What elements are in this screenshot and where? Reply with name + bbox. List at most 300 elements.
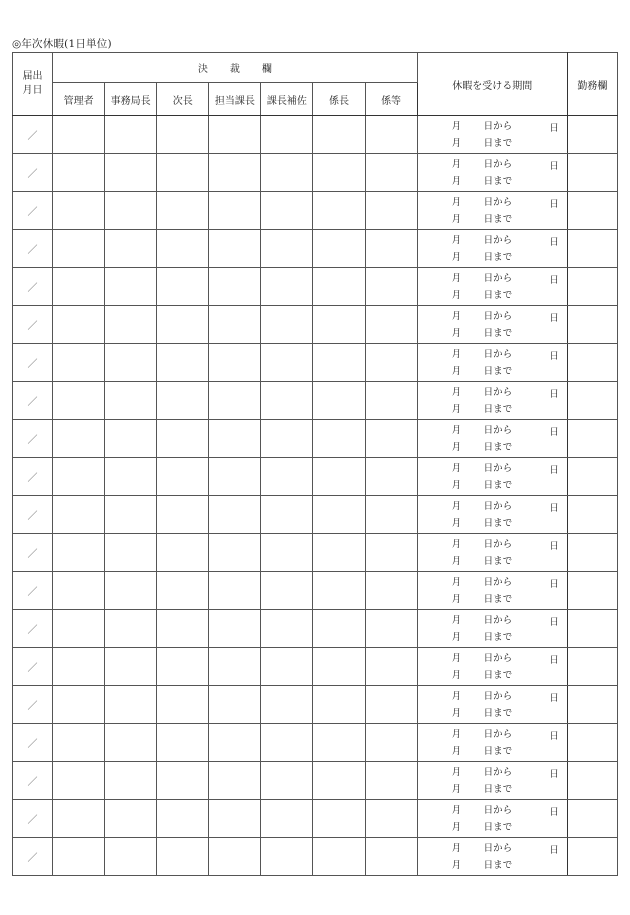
approval-stamp-cell[interactable]: [157, 800, 209, 838]
approval-stamp-cell[interactable]: [53, 230, 105, 268]
approval-stamp-cell[interactable]: [53, 762, 105, 800]
approval-stamp-cell[interactable]: [53, 534, 105, 572]
leave-period-cell[interactable]: [417, 192, 528, 230]
approval-stamp-cell[interactable]: [53, 800, 105, 838]
approval-stamp-cell[interactable]: [209, 116, 261, 154]
leave-days-cell[interactable]: [528, 230, 567, 268]
approval-stamp-cell[interactable]: [313, 800, 365, 838]
month-label: 月: [451, 614, 462, 626]
month-label: 月: [451, 441, 462, 453]
approval-stamp-cell[interactable]: [157, 420, 209, 458]
approval-stamp-cell[interactable]: [105, 648, 157, 686]
leave-days-cell[interactable]: [528, 610, 567, 648]
approval-stamp-cell[interactable]: [157, 648, 209, 686]
month-label: 月: [451, 631, 462, 643]
approval-stamp-cell[interactable]: [313, 154, 365, 192]
attendance-cell[interactable]: [567, 458, 617, 496]
notification-date-cell[interactable]: [13, 838, 53, 876]
leave-period-cell[interactable]: [417, 610, 528, 648]
approval-stamp-cell[interactable]: [53, 116, 105, 154]
approval-stamp-cell[interactable]: [261, 762, 313, 800]
approval-stamp-cell[interactable]: [209, 572, 261, 610]
approval-stamp-cell[interactable]: [261, 458, 313, 496]
approval-stamp-cell[interactable]: [313, 230, 365, 268]
notification-date-cell[interactable]: [13, 648, 53, 686]
approval-stamp-cell[interactable]: [157, 382, 209, 420]
month-label: 月: [451, 690, 462, 702]
attendance-cell[interactable]: [567, 648, 617, 686]
approval-stamp-cell[interactable]: [53, 572, 105, 610]
attendance-cell[interactable]: [567, 230, 617, 268]
leave-period-cell[interactable]: [417, 306, 528, 344]
leave-period-cell[interactable]: [417, 496, 528, 534]
date-separator: ／: [27, 511, 38, 522]
approval-stamp-cell[interactable]: [53, 610, 105, 648]
approval-stamp-cell[interactable]: [105, 382, 157, 420]
attendance-cell[interactable]: [567, 344, 617, 382]
leave-period-cell[interactable]: [417, 230, 528, 268]
notification-date-cell[interactable]: [13, 572, 53, 610]
approval-stamp-cell[interactable]: [209, 154, 261, 192]
leave-days-cell[interactable]: [528, 382, 567, 420]
approval-stamp-cell[interactable]: [53, 420, 105, 458]
approval-stamp-cell[interactable]: [365, 724, 417, 762]
approval-stamp-cell[interactable]: [53, 382, 105, 420]
leave-days-cell[interactable]: [528, 838, 567, 876]
leave-period-cell[interactable]: [417, 268, 528, 306]
approval-stamp-cell[interactable]: [209, 686, 261, 724]
table-row: [13, 496, 618, 534]
month-label: 月: [451, 310, 462, 322]
approval-stamp-cell[interactable]: [105, 116, 157, 154]
approval-stamp-cell[interactable]: [157, 496, 209, 534]
notification-date-cell[interactable]: [13, 762, 53, 800]
notification-date-cell[interactable]: [13, 458, 53, 496]
leave-period-cell[interactable]: [417, 724, 528, 762]
leave-period-cell[interactable]: [417, 838, 528, 876]
approval-stamp-cell[interactable]: [261, 154, 313, 192]
leave-days-cell[interactable]: [528, 496, 567, 534]
approval-stamp-cell[interactable]: [313, 420, 365, 458]
attendance-cell[interactable]: [567, 192, 617, 230]
leave-days-cell[interactable]: [528, 686, 567, 724]
approval-stamp-cell[interactable]: [209, 230, 261, 268]
leave-period-cell[interactable]: [417, 800, 528, 838]
approval-stamp-cell[interactable]: [209, 306, 261, 344]
leave-days-cell[interactable]: [528, 762, 567, 800]
date-separator: ／: [27, 359, 38, 370]
attendance-cell[interactable]: [567, 382, 617, 420]
approval-stamp-cell[interactable]: [105, 838, 157, 876]
approval-stamp-cell[interactable]: [365, 192, 417, 230]
from-day-label: 日から: [483, 234, 513, 246]
leave-days-cell[interactable]: [528, 458, 567, 496]
days-label: 日: [549, 465, 559, 476]
until-day-label: 日まで: [483, 441, 513, 453]
attendance-cell[interactable]: [567, 724, 617, 762]
days-label: 日: [549, 389, 559, 400]
approval-stamp-cell[interactable]: [365, 648, 417, 686]
approval-stamp-cell[interactable]: [313, 268, 365, 306]
approval-stamp-cell[interactable]: [53, 306, 105, 344]
approval-stamp-cell[interactable]: [313, 192, 365, 230]
approver-header-manager: 管理者: [53, 83, 105, 116]
period-until-line: [418, 249, 529, 266]
approval-stamp-cell[interactable]: [53, 344, 105, 382]
until-day-label: 日まで: [483, 137, 513, 149]
approval-stamp-cell[interactable]: [105, 230, 157, 268]
attendance-cell[interactable]: [567, 420, 617, 458]
approval-stamp-cell[interactable]: [53, 154, 105, 192]
approval-stamp-cell[interactable]: [209, 382, 261, 420]
month-label: 月: [451, 745, 462, 757]
approval-stamp-cell[interactable]: [365, 116, 417, 154]
approval-stamp-cell[interactable]: [53, 724, 105, 762]
attendance-cell[interactable]: [567, 838, 617, 876]
approval-stamp-cell[interactable]: [105, 306, 157, 344]
notification-date-cell[interactable]: [13, 382, 53, 420]
approval-stamp-cell[interactable]: [313, 344, 365, 382]
period-from-line: [418, 422, 529, 439]
until-day-label: 日まで: [483, 517, 513, 529]
table-row: [13, 610, 618, 648]
approval-stamp-cell[interactable]: [313, 648, 365, 686]
approval-stamp-cell[interactable]: [365, 800, 417, 838]
notification-date-cell[interactable]: [13, 724, 53, 762]
approval-stamp-cell[interactable]: [261, 496, 313, 534]
leave-period-cell[interactable]: [417, 344, 528, 382]
notification-date-cell[interactable]: [13, 268, 53, 306]
approval-stamp-cell[interactable]: [365, 458, 417, 496]
leave-days-cell[interactable]: [528, 724, 567, 762]
approval-stamp-cell[interactable]: [261, 382, 313, 420]
month-label: 月: [451, 158, 462, 170]
notification-date-cell[interactable]: [13, 116, 53, 154]
approval-stamp-cell[interactable]: [313, 534, 365, 572]
notification-date-cell[interactable]: [13, 420, 53, 458]
approval-stamp-cell[interactable]: [105, 420, 157, 458]
approval-stamp-cell[interactable]: [209, 534, 261, 572]
approval-stamp-cell[interactable]: [157, 192, 209, 230]
approval-stamp-cell[interactable]: [261, 420, 313, 458]
notification-date-cell[interactable]: [13, 686, 53, 724]
period-from-line: [418, 536, 529, 553]
approval-stamp-cell[interactable]: [105, 154, 157, 192]
table-row: [13, 534, 618, 572]
approval-stamp-cell[interactable]: [365, 534, 417, 572]
approval-stamp-cell[interactable]: [157, 154, 209, 192]
approval-stamp-cell[interactable]: [105, 192, 157, 230]
approval-stamp-cell[interactable]: [261, 648, 313, 686]
approval-stamp-cell[interactable]: [365, 344, 417, 382]
month-label: 月: [451, 842, 462, 854]
attendance-cell[interactable]: [567, 306, 617, 344]
approval-stamp-cell[interactable]: [209, 762, 261, 800]
period-from-line: [418, 384, 529, 401]
leave-period-cell[interactable]: [417, 762, 528, 800]
approval-stamp-cell[interactable]: [157, 268, 209, 306]
leave-period-cell[interactable]: [417, 458, 528, 496]
table-row: [13, 648, 618, 686]
approval-stamp-cell[interactable]: [261, 230, 313, 268]
month-label: 月: [451, 804, 462, 816]
attendance-cell[interactable]: [567, 610, 617, 648]
period-from-line: [418, 346, 529, 363]
approval-stamp-cell[interactable]: [53, 648, 105, 686]
notification-date-cell[interactable]: [13, 306, 53, 344]
approval-stamp-cell[interactable]: [53, 458, 105, 496]
from-day-label: 日から: [483, 538, 513, 550]
approval-stamp-cell[interactable]: [209, 648, 261, 686]
period-until-line: [418, 363, 529, 380]
notification-date-cell[interactable]: [13, 610, 53, 648]
notification-date-cell[interactable]: [13, 192, 53, 230]
leave-days-cell[interactable]: [528, 192, 567, 230]
leave-days-cell[interactable]: [528, 420, 567, 458]
from-day-label: 日から: [483, 500, 513, 512]
approval-stamp-cell[interactable]: [313, 496, 365, 534]
approval-stamp-cell[interactable]: [105, 268, 157, 306]
approval-stamp-cell[interactable]: [105, 534, 157, 572]
leave-period-cell[interactable]: [417, 154, 528, 192]
attendance-cell[interactable]: [567, 686, 617, 724]
from-day-label: 日から: [483, 120, 513, 132]
approval-stamp-cell[interactable]: [365, 610, 417, 648]
approval-stamp-cell[interactable]: [365, 686, 417, 724]
notification-date-header-line2: 月日: [22, 85, 43, 96]
approval-stamp-cell[interactable]: [105, 686, 157, 724]
notification-date-cell[interactable]: [13, 154, 53, 192]
notification-date-cell[interactable]: [13, 534, 53, 572]
approval-stamp-cell[interactable]: [157, 458, 209, 496]
notification-date-cell[interactable]: [13, 496, 53, 534]
table-row: [13, 724, 618, 762]
approval-stamp-cell[interactable]: [157, 762, 209, 800]
until-day-label: 日まで: [483, 251, 513, 263]
days-label: 日: [549, 769, 559, 780]
from-day-label: 日から: [483, 614, 513, 626]
approval-stamp-cell[interactable]: [365, 838, 417, 876]
period-from-line: [418, 118, 529, 135]
approval-stamp-cell[interactable]: [53, 686, 105, 724]
attendance-cell[interactable]: [567, 534, 617, 572]
approval-stamp-cell[interactable]: [209, 724, 261, 762]
approval-stamp-cell[interactable]: [261, 572, 313, 610]
table-row: [13, 420, 618, 458]
approval-stamp-cell[interactable]: [365, 496, 417, 534]
approval-stamp-cell[interactable]: [157, 230, 209, 268]
notification-date-cell[interactable]: [13, 800, 53, 838]
approval-stamp-cell[interactable]: [313, 306, 365, 344]
table-row: [13, 762, 618, 800]
approval-stamp-cell[interactable]: [261, 724, 313, 762]
attendance-cell[interactable]: [567, 762, 617, 800]
date-separator: ／: [27, 169, 38, 180]
approval-stamp-cell[interactable]: [157, 116, 209, 154]
approval-stamp-cell[interactable]: [209, 458, 261, 496]
notification-date-cell[interactable]: [13, 344, 53, 382]
approval-stamp-cell[interactable]: [209, 610, 261, 648]
approval-stamp-cell[interactable]: [105, 610, 157, 648]
leave-days-cell[interactable]: [528, 306, 567, 344]
leave-period-cell[interactable]: [417, 572, 528, 610]
approval-stamp-cell[interactable]: [261, 838, 313, 876]
approval-stamp-cell[interactable]: [157, 610, 209, 648]
approval-stamp-cell[interactable]: [53, 838, 105, 876]
leave-period-cell[interactable]: [417, 382, 528, 420]
approval-stamp-cell[interactable]: [157, 572, 209, 610]
days-label: 日: [549, 617, 559, 628]
approval-stamp-cell[interactable]: [209, 344, 261, 382]
approval-stamp-cell[interactable]: [209, 192, 261, 230]
period-from-line: [418, 802, 529, 819]
approval-stamp-cell[interactable]: [105, 572, 157, 610]
until-day-label: 日まで: [483, 365, 513, 377]
approval-stamp-cell[interactable]: [365, 382, 417, 420]
leave-days-cell[interactable]: [528, 344, 567, 382]
period-from-line: [418, 612, 529, 629]
month-label: 月: [451, 766, 462, 778]
approval-stamp-cell[interactable]: [261, 686, 313, 724]
approval-stamp-cell[interactable]: [53, 192, 105, 230]
approval-stamp-cell[interactable]: [261, 268, 313, 306]
notification-date-cell[interactable]: [13, 230, 53, 268]
approval-stamp-cell[interactable]: [261, 800, 313, 838]
approval-stamp-cell[interactable]: [313, 458, 365, 496]
leave-days-cell[interactable]: [528, 572, 567, 610]
approval-stamp-cell[interactable]: [313, 116, 365, 154]
approval-stamp-cell[interactable]: [365, 230, 417, 268]
month-label: 月: [451, 783, 462, 795]
approval-stamp-cell[interactable]: [105, 762, 157, 800]
approval-stamp-cell[interactable]: [157, 686, 209, 724]
approval-stamp-cell[interactable]: [365, 268, 417, 306]
document-title: ◎年次休暇(1日単位): [12, 38, 112, 50]
approval-stamp-cell[interactable]: [105, 724, 157, 762]
leave-days-cell[interactable]: [528, 534, 567, 572]
approval-stamp-cell[interactable]: [209, 838, 261, 876]
approval-stamp-cell[interactable]: [313, 686, 365, 724]
approval-stamp-cell[interactable]: [157, 534, 209, 572]
approval-stamp-cell[interactable]: [313, 724, 365, 762]
leave-days-cell[interactable]: [528, 154, 567, 192]
table-row: [13, 154, 618, 192]
until-day-label: 日まで: [483, 593, 513, 605]
until-day-label: 日まで: [483, 745, 513, 757]
leave-days-cell[interactable]: [528, 116, 567, 154]
approval-stamp-cell[interactable]: [313, 382, 365, 420]
table-row: [13, 344, 618, 382]
until-day-label: 日まで: [483, 669, 513, 681]
leave-days-cell[interactable]: [528, 648, 567, 686]
approval-stamp-cell[interactable]: [157, 306, 209, 344]
attendance-cell[interactable]: [567, 154, 617, 192]
period-until-line: [418, 211, 529, 228]
table-row: [13, 572, 618, 610]
approval-stamp-cell[interactable]: [365, 154, 417, 192]
date-separator: ／: [27, 321, 38, 332]
period-until-line: [418, 743, 529, 760]
leave-days-cell[interactable]: [528, 268, 567, 306]
approval-stamp-cell[interactable]: [209, 800, 261, 838]
approval-stamp-cell[interactable]: [157, 838, 209, 876]
approval-stamp-cell[interactable]: [105, 800, 157, 838]
date-separator: ／: [27, 245, 38, 256]
approver-header-assistant-chief: 課長補佐: [261, 83, 313, 116]
approval-stamp-cell[interactable]: [313, 838, 365, 876]
approval-stamp-cell[interactable]: [53, 496, 105, 534]
approval-stamp-cell[interactable]: [53, 268, 105, 306]
approval-stamp-cell[interactable]: [261, 306, 313, 344]
days-label: 日: [549, 693, 559, 704]
leave-period-header: 休暇を受ける期間: [417, 53, 567, 116]
period-until-line: [418, 401, 529, 418]
approval-stamp-cell[interactable]: [157, 724, 209, 762]
date-separator: ／: [27, 625, 38, 636]
attendance-cell[interactable]: [567, 268, 617, 306]
period-from-line: [418, 764, 529, 781]
month-label: 月: [451, 213, 462, 225]
month-label: 月: [451, 175, 462, 187]
attendance-cell[interactable]: [567, 800, 617, 838]
approval-stamp-cell[interactable]: [313, 572, 365, 610]
days-label: 日: [549, 275, 559, 286]
leave-period-cell[interactable]: [417, 534, 528, 572]
approval-stamp-cell[interactable]: [261, 116, 313, 154]
approval-stamp-cell[interactable]: [261, 534, 313, 572]
period-from-line: [418, 688, 529, 705]
approval-stamp-cell[interactable]: [313, 610, 365, 648]
leave-period-cell[interactable]: [417, 686, 528, 724]
month-label: 月: [451, 821, 462, 833]
from-day-label: 日から: [483, 690, 513, 702]
approval-stamp-cell[interactable]: [209, 420, 261, 458]
approval-stamp-cell[interactable]: [261, 610, 313, 648]
approval-stamp-cell[interactable]: [365, 762, 417, 800]
leave-period-cell[interactable]: [417, 420, 528, 458]
leave-days-cell[interactable]: [528, 800, 567, 838]
approval-stamp-cell[interactable]: [365, 572, 417, 610]
from-day-label: 日から: [483, 766, 513, 778]
leave-period-cell[interactable]: [417, 648, 528, 686]
date-separator: ／: [27, 739, 38, 750]
until-day-label: 日まで: [483, 859, 513, 871]
approval-stamp-cell[interactable]: [313, 762, 365, 800]
approval-stamp-cell[interactable]: [261, 192, 313, 230]
approval-stamp-cell[interactable]: [105, 496, 157, 534]
approval-stamp-cell[interactable]: [105, 344, 157, 382]
attendance-cell[interactable]: [567, 572, 617, 610]
approval-stamp-cell[interactable]: [105, 458, 157, 496]
period-until-line: [418, 705, 529, 722]
approval-stamp-cell[interactable]: [365, 420, 417, 458]
approval-stamp-cell[interactable]: [209, 268, 261, 306]
table-row: [13, 838, 618, 876]
attendance-cell[interactable]: [567, 496, 617, 534]
period-until-line: [418, 439, 529, 456]
period-from-line: [418, 840, 529, 857]
period-until-line: [418, 325, 529, 342]
until-day-label: 日まで: [483, 175, 513, 187]
approval-stamp-cell[interactable]: [157, 344, 209, 382]
from-day-label: 日から: [483, 804, 513, 816]
approval-stamp-cell[interactable]: [261, 344, 313, 382]
leave-period-cell[interactable]: [417, 116, 528, 154]
approval-stamp-cell[interactable]: [365, 306, 417, 344]
attendance-cell[interactable]: [567, 116, 617, 154]
month-label: 月: [451, 555, 462, 567]
approval-stamp-cell[interactable]: [209, 496, 261, 534]
